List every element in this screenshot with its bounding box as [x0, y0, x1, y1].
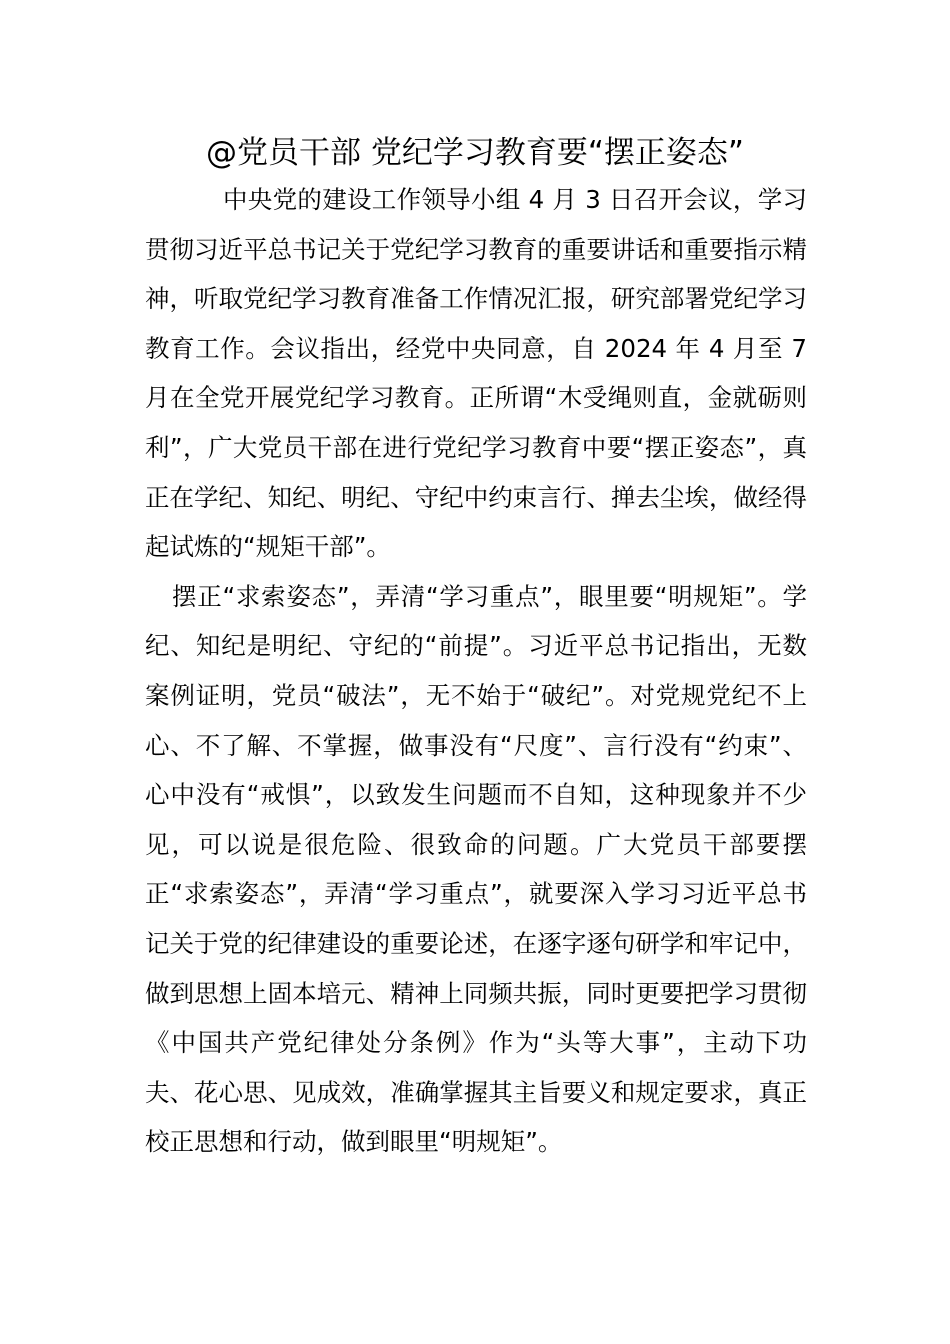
- paragraph-intro: 中央党的建设工作领导小组 4 月 3 日召开会议，学习贯彻习近平总书记关于党纪学习教育的重要讲话和重要指示精神，听取党纪学习教育准备工作情况汇报，研究部署党纪学习教育工作。会议指出，经党中央同意，自 2024 年 4 月至 7 月在全党开展党纪学习教育。正所谓“木受绳则直，金就砺则利”，广大党员干部在进行党纪学习教育中要“摆正姿态”，真正在学纪、知纪、明纪、守纪中约束言行、掸去尘埃，做经得起试炼的“规矩干部”。: [145, 185, 807, 562]
- document-body: [145, 175, 807, 1167]
- paragraph-section-1: 摆正“求索姿态”，弄清“学习重点”，眼里要“明规矩”。学纪、知纪是明纪、守纪的“前提”。习近平总书记指出，无数案例证明，党员“破法”，无不始于“破纪”。对党规党纪不上心、不了解、不掌握，做事没有“尺度”、言行没有“约束”、心中没有“戒惧”，以致发生问题而不自知，这种现象并不少见，可以说是很危险、很致命的问题。广大党员干部要摆正“求索姿态”，弄清“学习重点”，就要深入学习习近平总书记关于党的纪律建设的重要论述，在逐字逐句研学和牢记中，做到思想上固本培元、精神上同频共振，同时更要把学习贯彻《中国共产党纪律处分条例》作为“头等大事”，主动下功夫、花心思、见成效，准确掌握其主旨要义和规定要求，真正校正思想和行动，做到眼里“明规矩”。: [145, 581, 807, 1157]
- document-title: @党员干部 党纪学习教育要“摆正姿态”: [206, 135, 744, 171]
